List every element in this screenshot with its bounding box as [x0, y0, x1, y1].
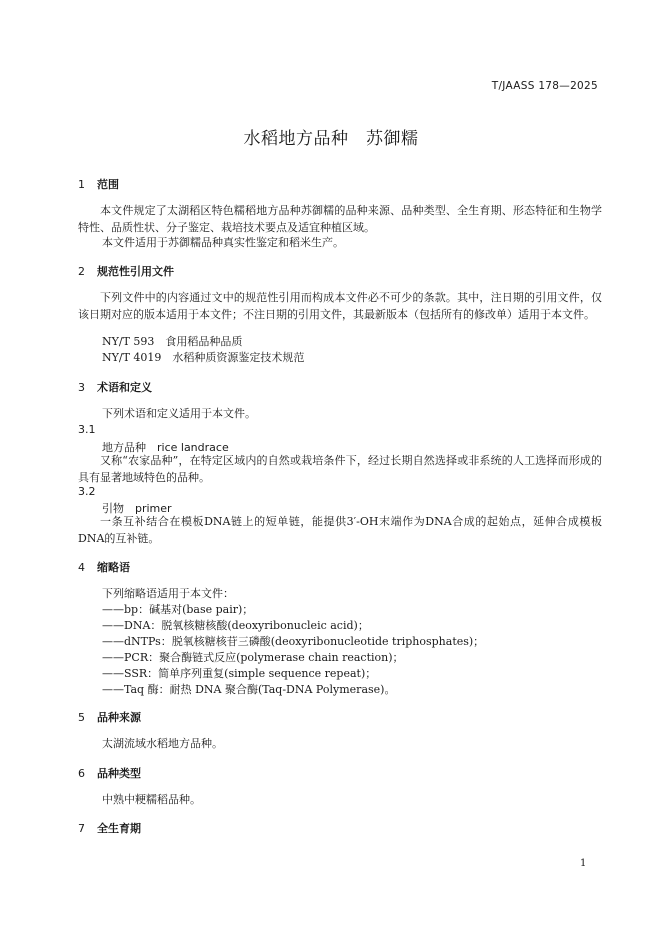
section-number: 6 [78, 767, 85, 780]
abbreviation-item: ——SSR：简单序列重复(simple sequence repeat)； [102, 667, 377, 680]
section-3-heading [78, 379, 152, 395]
section-5-paragraph: 太湖流域水稻地方品种。 [102, 737, 223, 750]
abbreviation-item: ——PCR：聚合酶链式反应(polymerase chain reaction)； [102, 651, 404, 664]
section-1-paragraph-2: 本文件适用于苏御糯品种真实性鉴定和稻米生产。 [102, 236, 344, 249]
section-title: 缩略语 [97, 561, 130, 574]
document-title: 水稻地方品种 苏御糯 [243, 129, 419, 149]
reference-item: NY/T 4019 水稻种质资源鉴定技术规范 [102, 351, 305, 364]
section-number: 7 [78, 822, 85, 835]
term-definition: 又称“农家品种”，在特定区域内的自然或栽培条件下，经过长期自然选择或非系统的人工选择而形成的具有显著地域特色的品种。 [78, 454, 602, 484]
section-title: 术语和定义 [97, 381, 152, 394]
section-number: 4 [78, 561, 85, 574]
section-2-paragraph-1: 下列文件中的内容通过文中的规范性引用而构成本文件必不可少的条款。其中，注日期的引用文件，仅该日期对应的版本适用于本文件；不注日期的引用文件，其最新版本（包括所有的修改单）适用于本文件。 [78, 291, 602, 321]
section-4-heading [78, 559, 130, 575]
section-title: 品种来源 [97, 711, 141, 724]
section-number: 5 [78, 711, 85, 724]
section-6-paragraph: 中熟中粳糯稻品种。 [102, 793, 201, 806]
section-title: 全生育期 [97, 822, 141, 835]
term-name: 地方品种 rice landrace [102, 441, 229, 454]
reference-item: NY/T 593 食用稻品种品质 [102, 335, 243, 348]
section-1-heading [78, 176, 119, 192]
section-title: 规范性引用文件 [97, 265, 174, 278]
standard-code: T/JAASS 178—2025 [491, 80, 598, 92]
section-title: 品种类型 [97, 767, 141, 780]
section-number: 3 [78, 381, 85, 394]
section-1-paragraph-1: 本文件规定了太湖稻区特色糯稻地方品种苏御糯的品种来源、品种类型、全生育期、形态特征和生物学特性、品质性状、分子鉴定、栽培技术要点及适宜种植区域。 [78, 204, 602, 234]
section-number: 1 [78, 178, 85, 191]
section-2-heading [78, 263, 174, 279]
abbreviation-item: ——dNTPs：脱氧核糖核苷三磷酸(deoxyribonucleotide triphosphates)； [102, 635, 485, 648]
section-5-heading [78, 709, 141, 725]
term-definition: 一条互补结合在模板DNA链上的短单链，能提供3′-OH末端作为DNA合成的起始点，延伸合成模板DNA的互补链。 [78, 515, 602, 545]
abbreviation-item: ——bp：碱基对(base pair)； [102, 603, 254, 616]
section-title: 范围 [97, 178, 119, 191]
term-number: 3.1 [78, 423, 96, 436]
section-3-intro: 下列术语和定义适用于本文件。 [102, 407, 256, 420]
abbreviation-item: ——DNA：脱氧核糖核酸(deoxyribonucleic acid)； [102, 619, 369, 632]
section-4-intro: 下列缩略语适用于本文件： [102, 587, 234, 600]
term-number: 3.2 [78, 485, 96, 498]
page-number: 1 [580, 858, 587, 869]
abbreviation-item: ——Taq 酶：耐热 DNA 聚合酶(Taq-DNA Polymerase)。 [102, 683, 396, 696]
section-7-heading [78, 820, 141, 836]
section-number: 2 [78, 265, 85, 278]
term-name: 引物 primer [102, 502, 172, 515]
section-6-heading [78, 765, 141, 781]
